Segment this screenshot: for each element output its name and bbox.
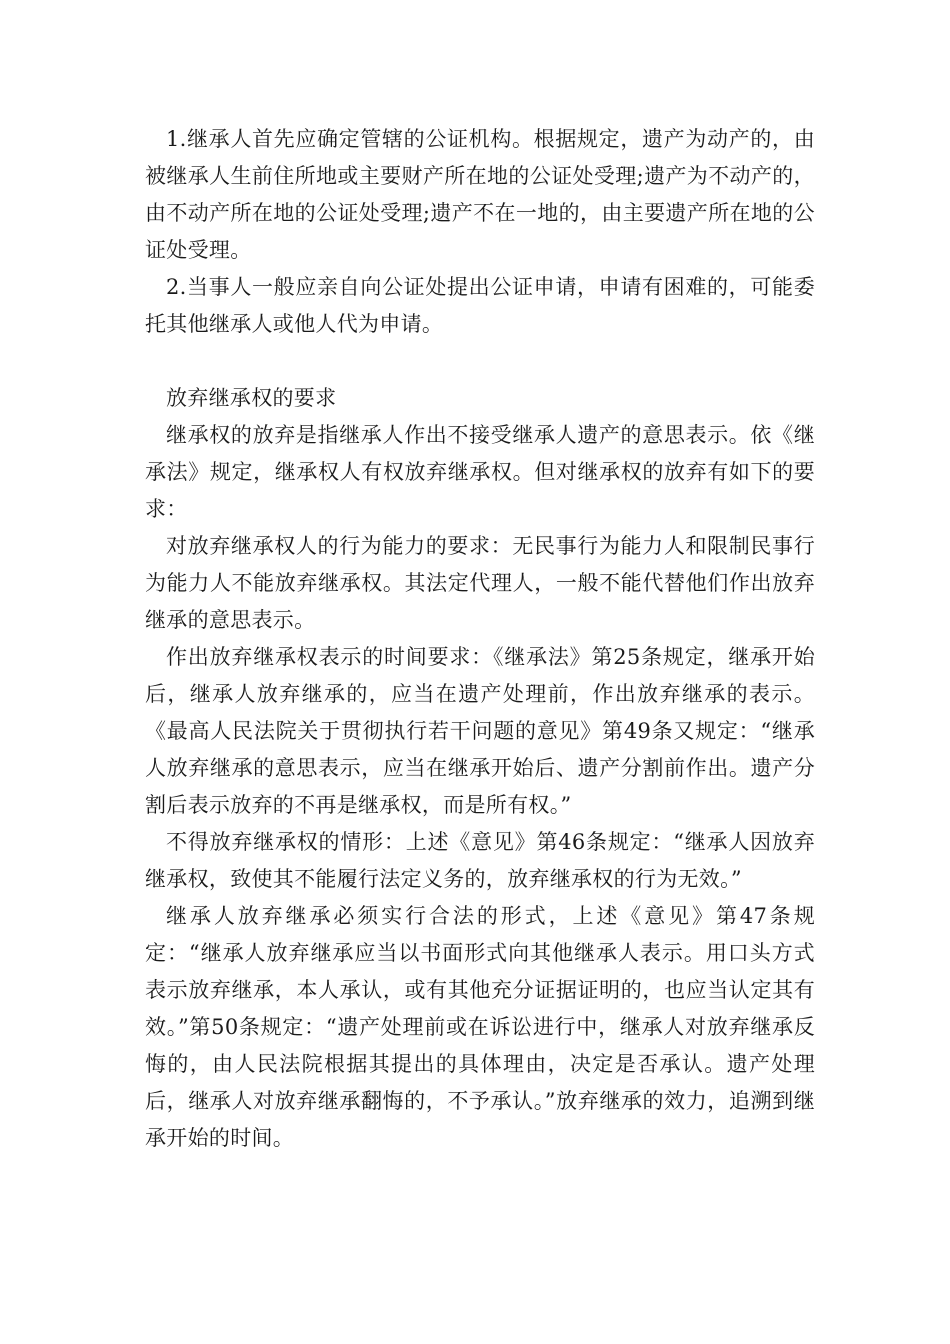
paragraph-prohibited: 不得放弃继承权的情形：上述《意见》第46条规定：“继承人因放弃继承权，致使其不能履行法定义务的，放弃继承权的行为无效。” (145, 830, 815, 891)
blank-line (145, 343, 815, 380)
paragraph-application: 2.当事人一般应亲自向公证处提出公证申请，申请有困难的，可能委托其他继承人或他人代为申请。 (145, 275, 815, 336)
section-title: 放弃继承权的要求 (166, 386, 337, 410)
paragraph-notary-jurisdiction: 1.继承人首先应确定管辖的公证机构。根据规定，遗产为动产的，由被继承人生前住所地或主要财产所在地的公证处受理;遗产为不动产的，由不动产所在地的公证处受理;遗产不在一地的，由主要遗产所在地的公证处受理。 (145, 127, 815, 262)
paragraph-form: 继承人放弃继承必须实行合法的形式，上述《意见》第47条规定：“继承人放弃继承应当以书面形式向其他继承人表示。用口头方式表示放弃继承，本人承认，或有其他充分证据证明的，也应当认定其有效。”第50条规定：“遗产处理前或在诉讼进行中，继承人对放弃继承反悔的，由人民法院根据其提出的具体理由，决定是否承认。遗产处理后，继承人对放弃继承翻悔的，不予承认。”放弃继承的效力，追溯到继承开始的时间。 (145, 904, 815, 1150)
paragraph-timing: 作出放弃继承权表示的时间要求：《继承法》第25条规定，继承开始后，继承人放弃继承的，应当在遗产处理前，作出放弃继承的表示。《最高人民法院关于贯彻执行若干问题的意见》第49条又规定：“继承人放弃继承的意思表示，应当在继承开始后、遗产分割前作出。遗产分割后表示放弃的不再是继承权，而是所有权。” (145, 645, 815, 817)
paragraph-capacity: 对放弃继承权人的行为能力的要求：无民事行为能力人和限制民事行为能力人不能放弃继承权。其法定代理人，一般不能代替他们作出放弃继承的意思表示。 (145, 534, 815, 632)
paragraph-definition: 继承权的放弃是指继承人作出不接受继承人遗产的意思表示。依《继承法》规定，继承权人有权放弃继承权。但对继承权的放弃有如下的要求： (145, 423, 815, 521)
document-body (145, 121, 815, 1157)
